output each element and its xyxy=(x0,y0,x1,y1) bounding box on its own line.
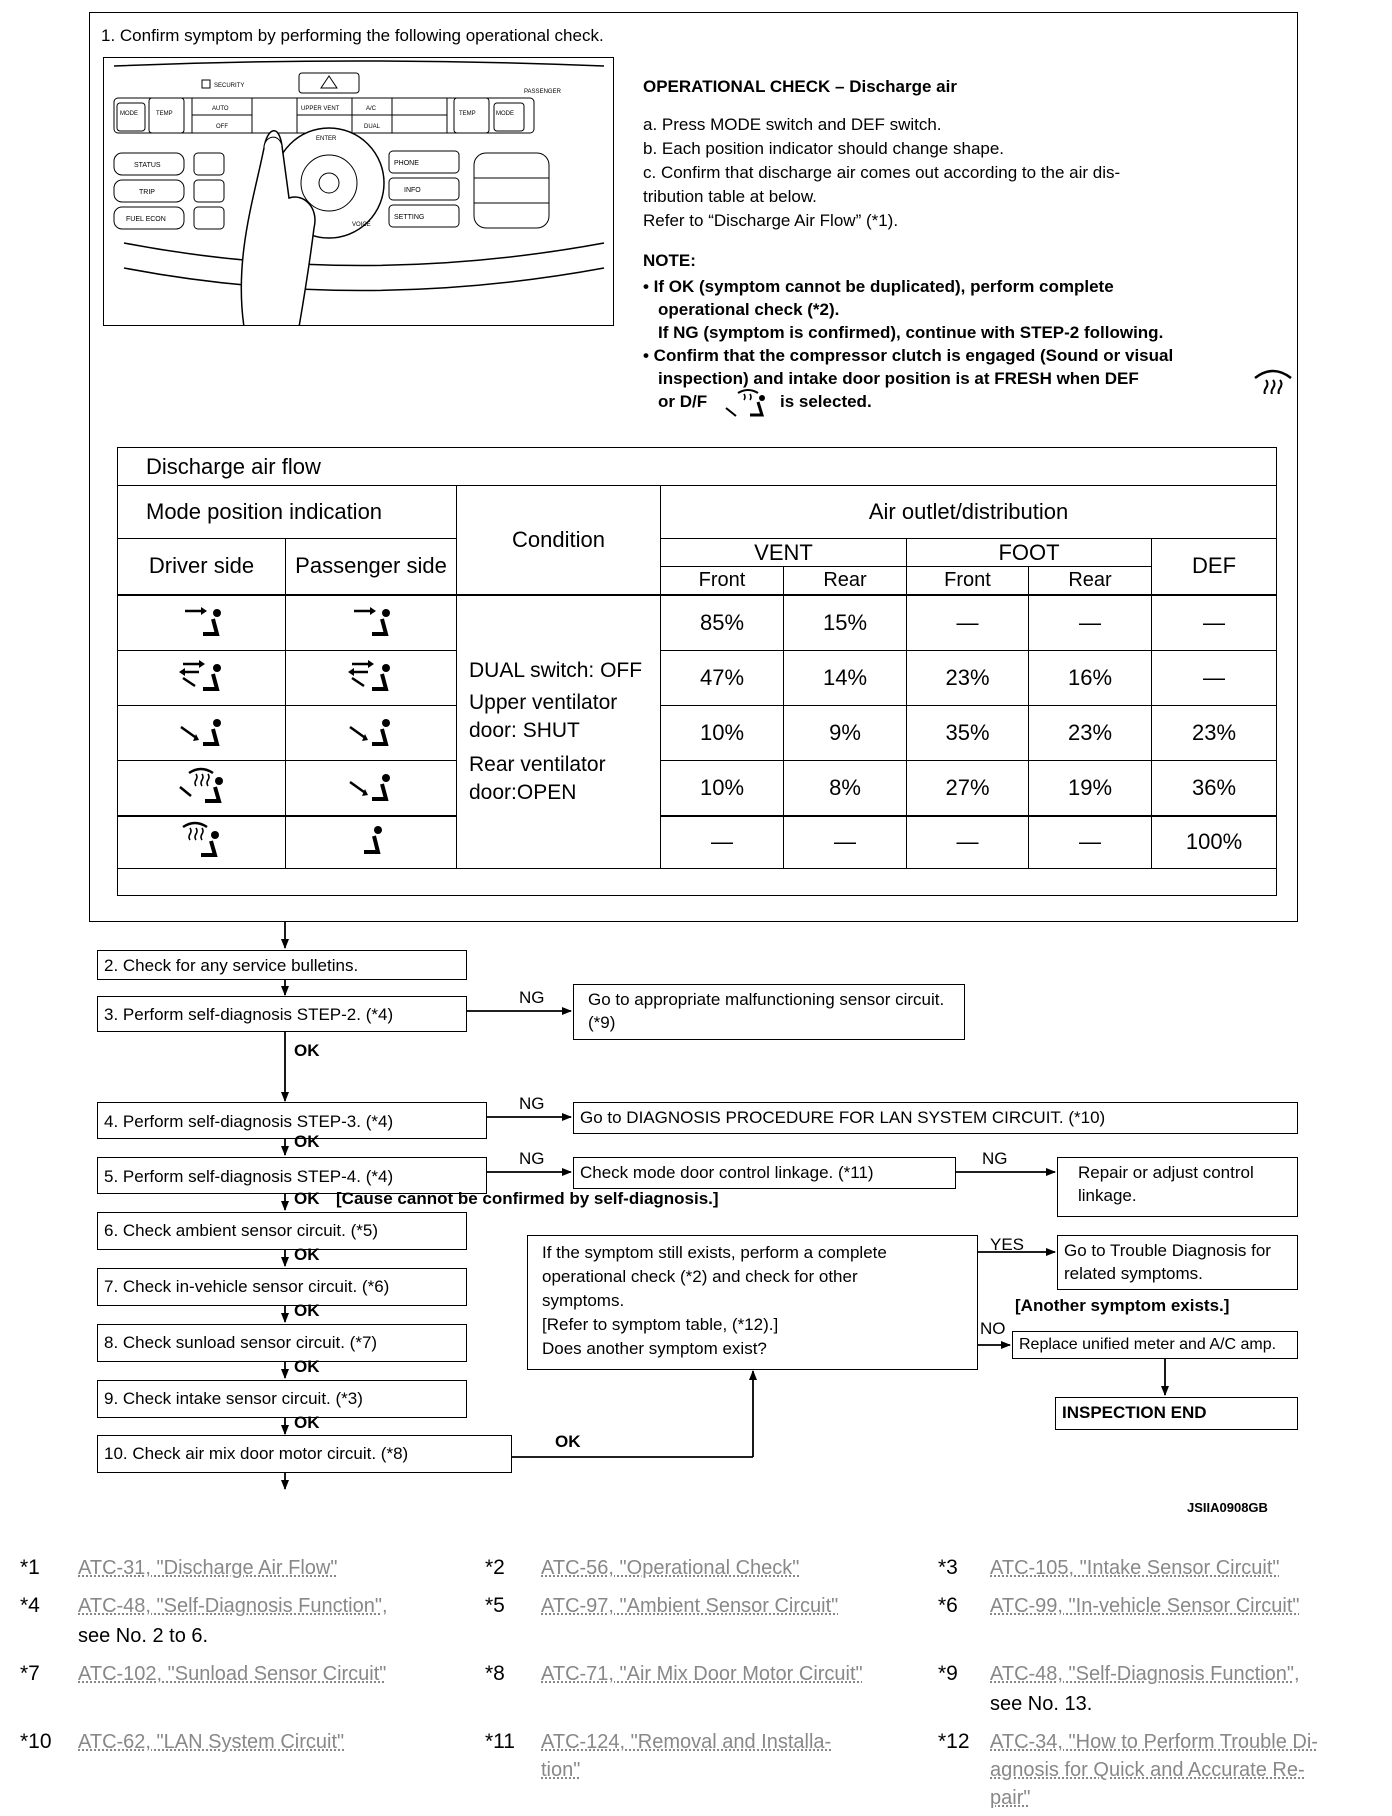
ok-label-5: OK xyxy=(294,1189,320,1208)
panel-label-enter: ENTER xyxy=(316,136,337,142)
panel-label-temp-right: TEMP xyxy=(459,111,476,117)
operational-check-title: OPERATIONAL CHECK – Discharge air xyxy=(643,77,957,96)
note-2c: or D/F xyxy=(658,392,708,411)
ok-label-10: OK xyxy=(555,1432,581,1451)
ref-link-4[interactable]: ATC-48, "Self-Diagnosis Function", xyxy=(78,1595,388,1617)
table-cell: 23% xyxy=(1029,706,1152,761)
ref-link-8[interactable]: ATC-71, "Air Mix Door Motor Circuit" xyxy=(541,1663,863,1685)
panel-label-phone: PHONE xyxy=(394,160,419,167)
table-cell: — xyxy=(784,816,907,869)
vent-front-header: Front xyxy=(661,567,784,595)
ok-label-3: OK xyxy=(294,1041,320,1060)
ng-label-3: NG xyxy=(519,988,545,1007)
table-cell: 10% xyxy=(661,761,784,816)
ref-link-5[interactable]: ATC-97, "Ambient Sensor Circuit" xyxy=(541,1595,839,1617)
panel-label-dual: DUAL xyxy=(364,124,381,130)
question-line-2: operational check (*2) and check for other xyxy=(542,1267,858,1286)
ref-num-1: *1 xyxy=(20,1556,40,1579)
panel-label-fuel-econ: FUEL ECON xyxy=(126,216,166,223)
panel-label-upper-vent: UPPER VENT xyxy=(301,106,340,112)
ref-link-2[interactable]: ATC-56, "Operational Check" xyxy=(541,1557,800,1579)
ref-num-9: *9 xyxy=(938,1662,958,1685)
panel-label-ac: A/C xyxy=(366,106,377,112)
figure-id: JSIIA0908GB xyxy=(1187,1500,1268,1515)
note-2: • Confirm that the compressor clutch is engaged (Sound or visual xyxy=(643,346,1174,365)
op-line-b: b. Each position indicator should change shape. xyxy=(643,139,1005,158)
ref-extra-9: see No. 13. xyxy=(990,1693,1093,1715)
inspection-end-box: INSPECTION END xyxy=(1055,1397,1298,1430)
table-cell: 36% xyxy=(1152,761,1277,816)
table-cell: 47% xyxy=(661,651,784,706)
table-cell: 27% xyxy=(907,761,1029,816)
table-cell: 23% xyxy=(1152,706,1277,761)
step-3-box: 3. Perform self-diagnosis STEP-2. (*4) xyxy=(97,996,467,1032)
panel-label-status: STATUS xyxy=(134,162,161,169)
step-3-ng-box: Go to appropriate malfunctioning sensor circuit. (*9) xyxy=(573,984,965,1040)
table-title: Discharge air flow xyxy=(118,448,1277,486)
table-cell: 16% xyxy=(1029,651,1152,706)
op-line-refer: Refer to “Discharge Air Flow” (*1). xyxy=(643,211,899,230)
note-1c: If NG (symptom is confirmed), continue with STEP-2 following. xyxy=(658,323,1164,342)
note-2b: inspection) and intake door position is at FRESH when DEF xyxy=(658,369,1139,388)
def-header: DEF xyxy=(1152,539,1277,595)
foot-header: FOOT xyxy=(907,539,1152,567)
table-cell: — xyxy=(1152,651,1277,706)
step-5-box: 5. Perform self-diagnosis STEP-4. (*4) xyxy=(97,1157,487,1194)
table-cell: — xyxy=(1152,595,1277,651)
condition-line-4: Rear ventilator xyxy=(469,752,606,776)
panel-label-trip: TRIP xyxy=(139,189,155,196)
no-label: NO xyxy=(980,1319,1006,1338)
op-line-a: a. Press MODE switch and DEF switch. xyxy=(643,115,942,134)
ref-num-5: *5 xyxy=(485,1594,505,1617)
panel-label-security: SECURITY xyxy=(214,83,245,89)
vent-rear-header: Rear xyxy=(784,567,907,595)
panel-label-info: INFO xyxy=(404,187,421,194)
passenger-side-header: Passenger side xyxy=(286,539,457,595)
question-line-5: Does another symptom exist? xyxy=(542,1339,767,1358)
yes-label: YES xyxy=(990,1235,1025,1254)
mode-position-header: Mode position indication xyxy=(118,486,457,539)
vent-header: VENT xyxy=(661,539,907,567)
foot-front-header: Front xyxy=(907,567,1029,595)
table-cell: — xyxy=(1029,595,1152,651)
step-1-label: 1. Confirm symptom by performing the following operational check. xyxy=(101,26,604,45)
step-2-box: 2. Check for any service bulletins. xyxy=(97,950,467,980)
foot-rear-header: Rear xyxy=(1029,567,1152,595)
ok-label-7: OK xyxy=(294,1301,320,1320)
another-symptom-label: [Another symptom exists.] xyxy=(1015,1296,1230,1315)
table-cell: 10% xyxy=(661,706,784,761)
step-5-ng-box: Check mode door control linkage. (*11) xyxy=(573,1157,956,1189)
ref-num-2: *2 xyxy=(485,1556,505,1579)
driver-side-header: Driver side xyxy=(118,539,286,595)
ref-num-3: *3 xyxy=(938,1556,958,1579)
condition-header: Condition xyxy=(457,486,661,595)
question-line-4: [Refer to symptom table, (*12).] xyxy=(542,1315,779,1334)
ref-link-1[interactable]: ATC-31, "Discharge Air Flow" xyxy=(78,1557,338,1579)
op-line-c2: tribution table at below. xyxy=(643,187,817,206)
step-6-box: 6. Check ambient sensor circuit. (*5) xyxy=(97,1212,467,1250)
op-line-c: c. Confirm that discharge air comes out according to the air dis- xyxy=(643,163,1121,182)
note-title: NOTE: xyxy=(643,251,696,270)
ng-label-5b: NG xyxy=(982,1149,1008,1168)
panel-label-setting: SETTING xyxy=(394,214,425,221)
condition-line-2: Upper ventilator xyxy=(469,690,618,714)
table-cell: 100% xyxy=(1152,816,1277,869)
ref-num-12: *12 xyxy=(938,1730,970,1753)
step-9-box: 9. Check intake sensor circuit. (*3) xyxy=(97,1380,467,1418)
condition-line-3: door: SHUT xyxy=(469,718,580,742)
table-cell: 85% xyxy=(661,595,784,651)
step-10-box: 10. Check air mix door motor circuit. (*8) xyxy=(97,1435,512,1473)
table-cell: 14% xyxy=(784,651,907,706)
ref-link-6[interactable]: ATC-99, "In-vehicle Sensor Circuit" xyxy=(990,1595,1300,1617)
table-cell: — xyxy=(907,816,1029,869)
panel-label-passenger: PASSENGER xyxy=(524,89,561,95)
table-cell: — xyxy=(661,816,784,869)
ref-link-10[interactable]: ATC-62, "LAN System Circuit" xyxy=(78,1731,345,1753)
ng-label-4: NG xyxy=(519,1094,545,1113)
table-cell: 23% xyxy=(907,651,1029,706)
ref-link-12c[interactable]: pair" xyxy=(990,1787,1031,1809)
ref-link-9[interactable]: ATC-48, "Self-Diagnosis Function", xyxy=(990,1663,1300,1685)
ref-num-4: *4 xyxy=(20,1594,40,1617)
ref-link-11[interactable]: ATC-124, "Removal and Installa- xyxy=(541,1731,832,1753)
ng-label-5: NG xyxy=(519,1149,545,1168)
step-8-box: 8. Check sunload sensor circuit. (*7) xyxy=(97,1324,467,1362)
ref-num-11: *11 xyxy=(485,1730,515,1753)
another-symptom-question-box xyxy=(527,1235,978,1370)
cause-note: [Cause cannot be confirmed by self-diagnosis.] xyxy=(336,1189,719,1208)
condition-line-5: door:OPEN xyxy=(469,780,577,804)
question-line-3: symptoms. xyxy=(542,1291,625,1310)
table-cell: 35% xyxy=(907,706,1029,761)
ref-num-8: *8 xyxy=(485,1662,505,1685)
panel-label-mode-left: MODE xyxy=(120,111,138,117)
note-1b: operational check (*2). xyxy=(658,300,840,319)
ref-link-12b[interactable]: agnosis for Quick and Accurate Re- xyxy=(990,1759,1305,1781)
panel-label-temp-left: TEMP xyxy=(156,111,173,117)
replace-meter-box: Replace unified meter and A/C amp. xyxy=(1012,1331,1298,1359)
panel-label-auto: AUTO xyxy=(212,106,229,112)
table-cell: 9% xyxy=(784,706,907,761)
ok-label-8: OK xyxy=(294,1357,320,1376)
ok-label-4: OK xyxy=(294,1132,320,1151)
ref-num-7: *7 xyxy=(20,1662,40,1685)
ref-extra-4: see No. 2 to 6. xyxy=(78,1625,209,1647)
repair-linkage-box: Repair or adjust control linkage. xyxy=(1057,1157,1298,1217)
ref-link-7[interactable]: ATC-102, "Sunload Sensor Circuit" xyxy=(78,1663,387,1685)
ok-label-9: OK xyxy=(294,1413,320,1432)
table-cell: — xyxy=(1029,816,1152,869)
table-cell: — xyxy=(907,595,1029,651)
table-cell: 8% xyxy=(784,761,907,816)
step-4-ng-box: Go to DIAGNOSIS PROCEDURE FOR LAN SYSTEM CIRCUIT. (*10) xyxy=(573,1102,1298,1134)
table-cell: 15% xyxy=(784,595,907,651)
note-1: • If OK (symptom cannot be duplicated), perform complete xyxy=(643,277,1114,296)
ref-num-10: *10 xyxy=(20,1730,52,1753)
air-outlet-header: Air outlet/distribution xyxy=(661,486,1277,539)
step-4-box: 4. Perform self-diagnosis STEP-3. (*4) xyxy=(97,1102,487,1139)
question-line-1: If the symptom still exists, perform a complete xyxy=(542,1243,887,1262)
ok-label-6: OK xyxy=(294,1245,320,1264)
ref-link-12[interactable]: ATC-34, "How to Perform Trouble Di- xyxy=(990,1731,1318,1753)
panel-label-mode-right: MODE xyxy=(496,111,514,117)
table-cell: 19% xyxy=(1029,761,1152,816)
ref-link-3[interactable]: ATC-105, "Intake Sensor Circuit" xyxy=(990,1557,1280,1579)
note-2d: is selected. xyxy=(780,392,872,411)
ref-link-11b[interactable]: tion" xyxy=(541,1759,581,1781)
panel-label-voice: VOICE xyxy=(352,222,371,228)
panel-label-off: OFF xyxy=(216,124,228,130)
trouble-diagnosis-box: Go to Trouble Diagnosis for related symptoms. xyxy=(1057,1235,1298,1290)
ref-num-6: *6 xyxy=(938,1594,958,1617)
condition-line-1: DUAL switch: OFF xyxy=(469,658,643,682)
step-7-box: 7. Check in-vehicle sensor circuit. (*6) xyxy=(97,1268,467,1306)
